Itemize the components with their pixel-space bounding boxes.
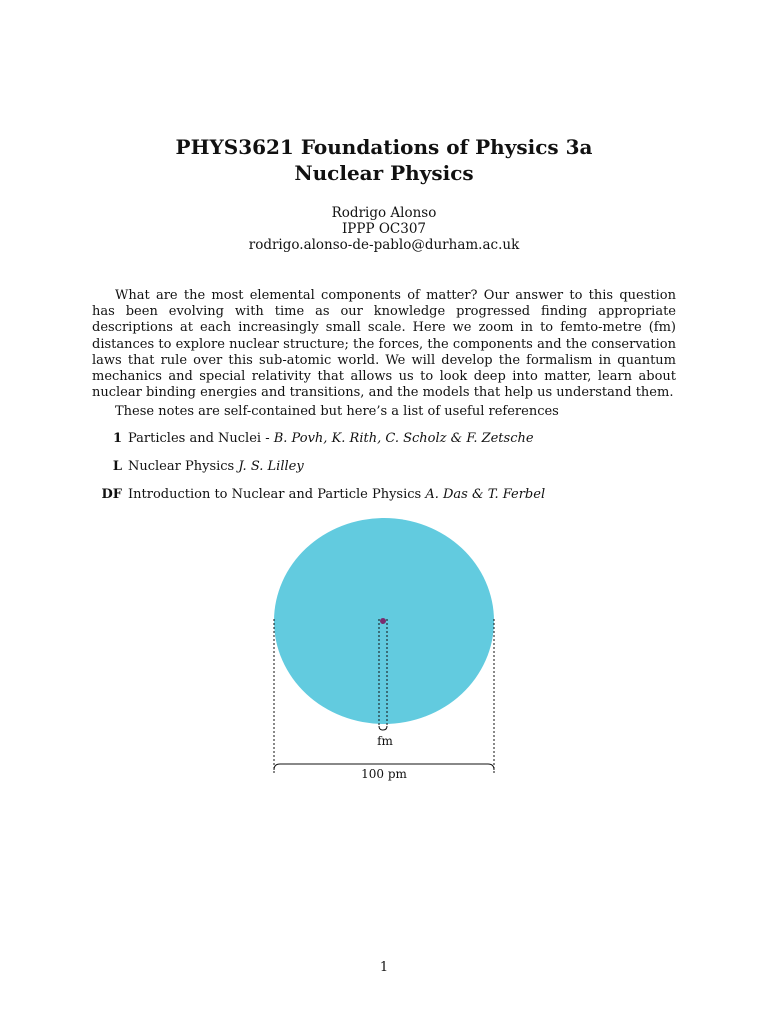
document-title: PHYS3621 Foundations of Physics 3a: [175, 135, 593, 159]
nucleus-width-brace: [379, 726, 387, 730]
atom-scale-figure: [260, 512, 510, 792]
page-number: 1: [379, 960, 389, 975]
reference-item: [92, 431, 534, 447]
reference-title: Introduction to Nuclear and Particle Physics: [128, 487, 426, 502]
atom-scale-label: 100 pm: [361, 767, 407, 781]
reference-item: [92, 459, 304, 475]
author-name: Rodrigo Alonso: [331, 205, 437, 221]
reference-item: [92, 487, 545, 503]
reference-authors: A. Das & T. Ferbel: [425, 487, 546, 502]
nucleus-dot: [380, 618, 386, 624]
reference-authors: J. S. Lilley: [238, 459, 304, 474]
reference-title: Particles and Nuclei -: [128, 431, 274, 446]
nucleus-scale-label: fm: [377, 734, 393, 748]
document-subtitle: Nuclear Physics: [294, 161, 474, 185]
reference-key: L: [112, 459, 122, 474]
reference-title: Nuclear Physics: [128, 459, 239, 474]
reference-key: DF: [101, 487, 122, 502]
abstract-paragraph: What are the most elemental components of matter? Our answer to this question has been evolving with time as our knowledge progressed finding appropriate descriptions at each increasingly small scale. Here we zoom in to femto-metre (fm) distances to explore nuclear structure; the forces, the components and the conservation laws that rule over this sub-atomic world. We will develop the formalism in quantum mechanics and special relativity that allows us to look deep into matter, learn about nuclear binding energies and transitions, and the models that help us understand them.: [92, 288, 676, 401]
reference-key: 1: [112, 431, 122, 446]
references-intro: These notes are self-contained but here’s a list of useful references: [115, 404, 559, 419]
reference-authors: B. Povh, K. Rith, C. Scholz & F. Zetsche: [273, 431, 534, 446]
author-office: IPPP OC307: [341, 221, 427, 237]
author-email: rodrigo.alonso-de-pablo@durham.ac.uk: [248, 237, 520, 253]
